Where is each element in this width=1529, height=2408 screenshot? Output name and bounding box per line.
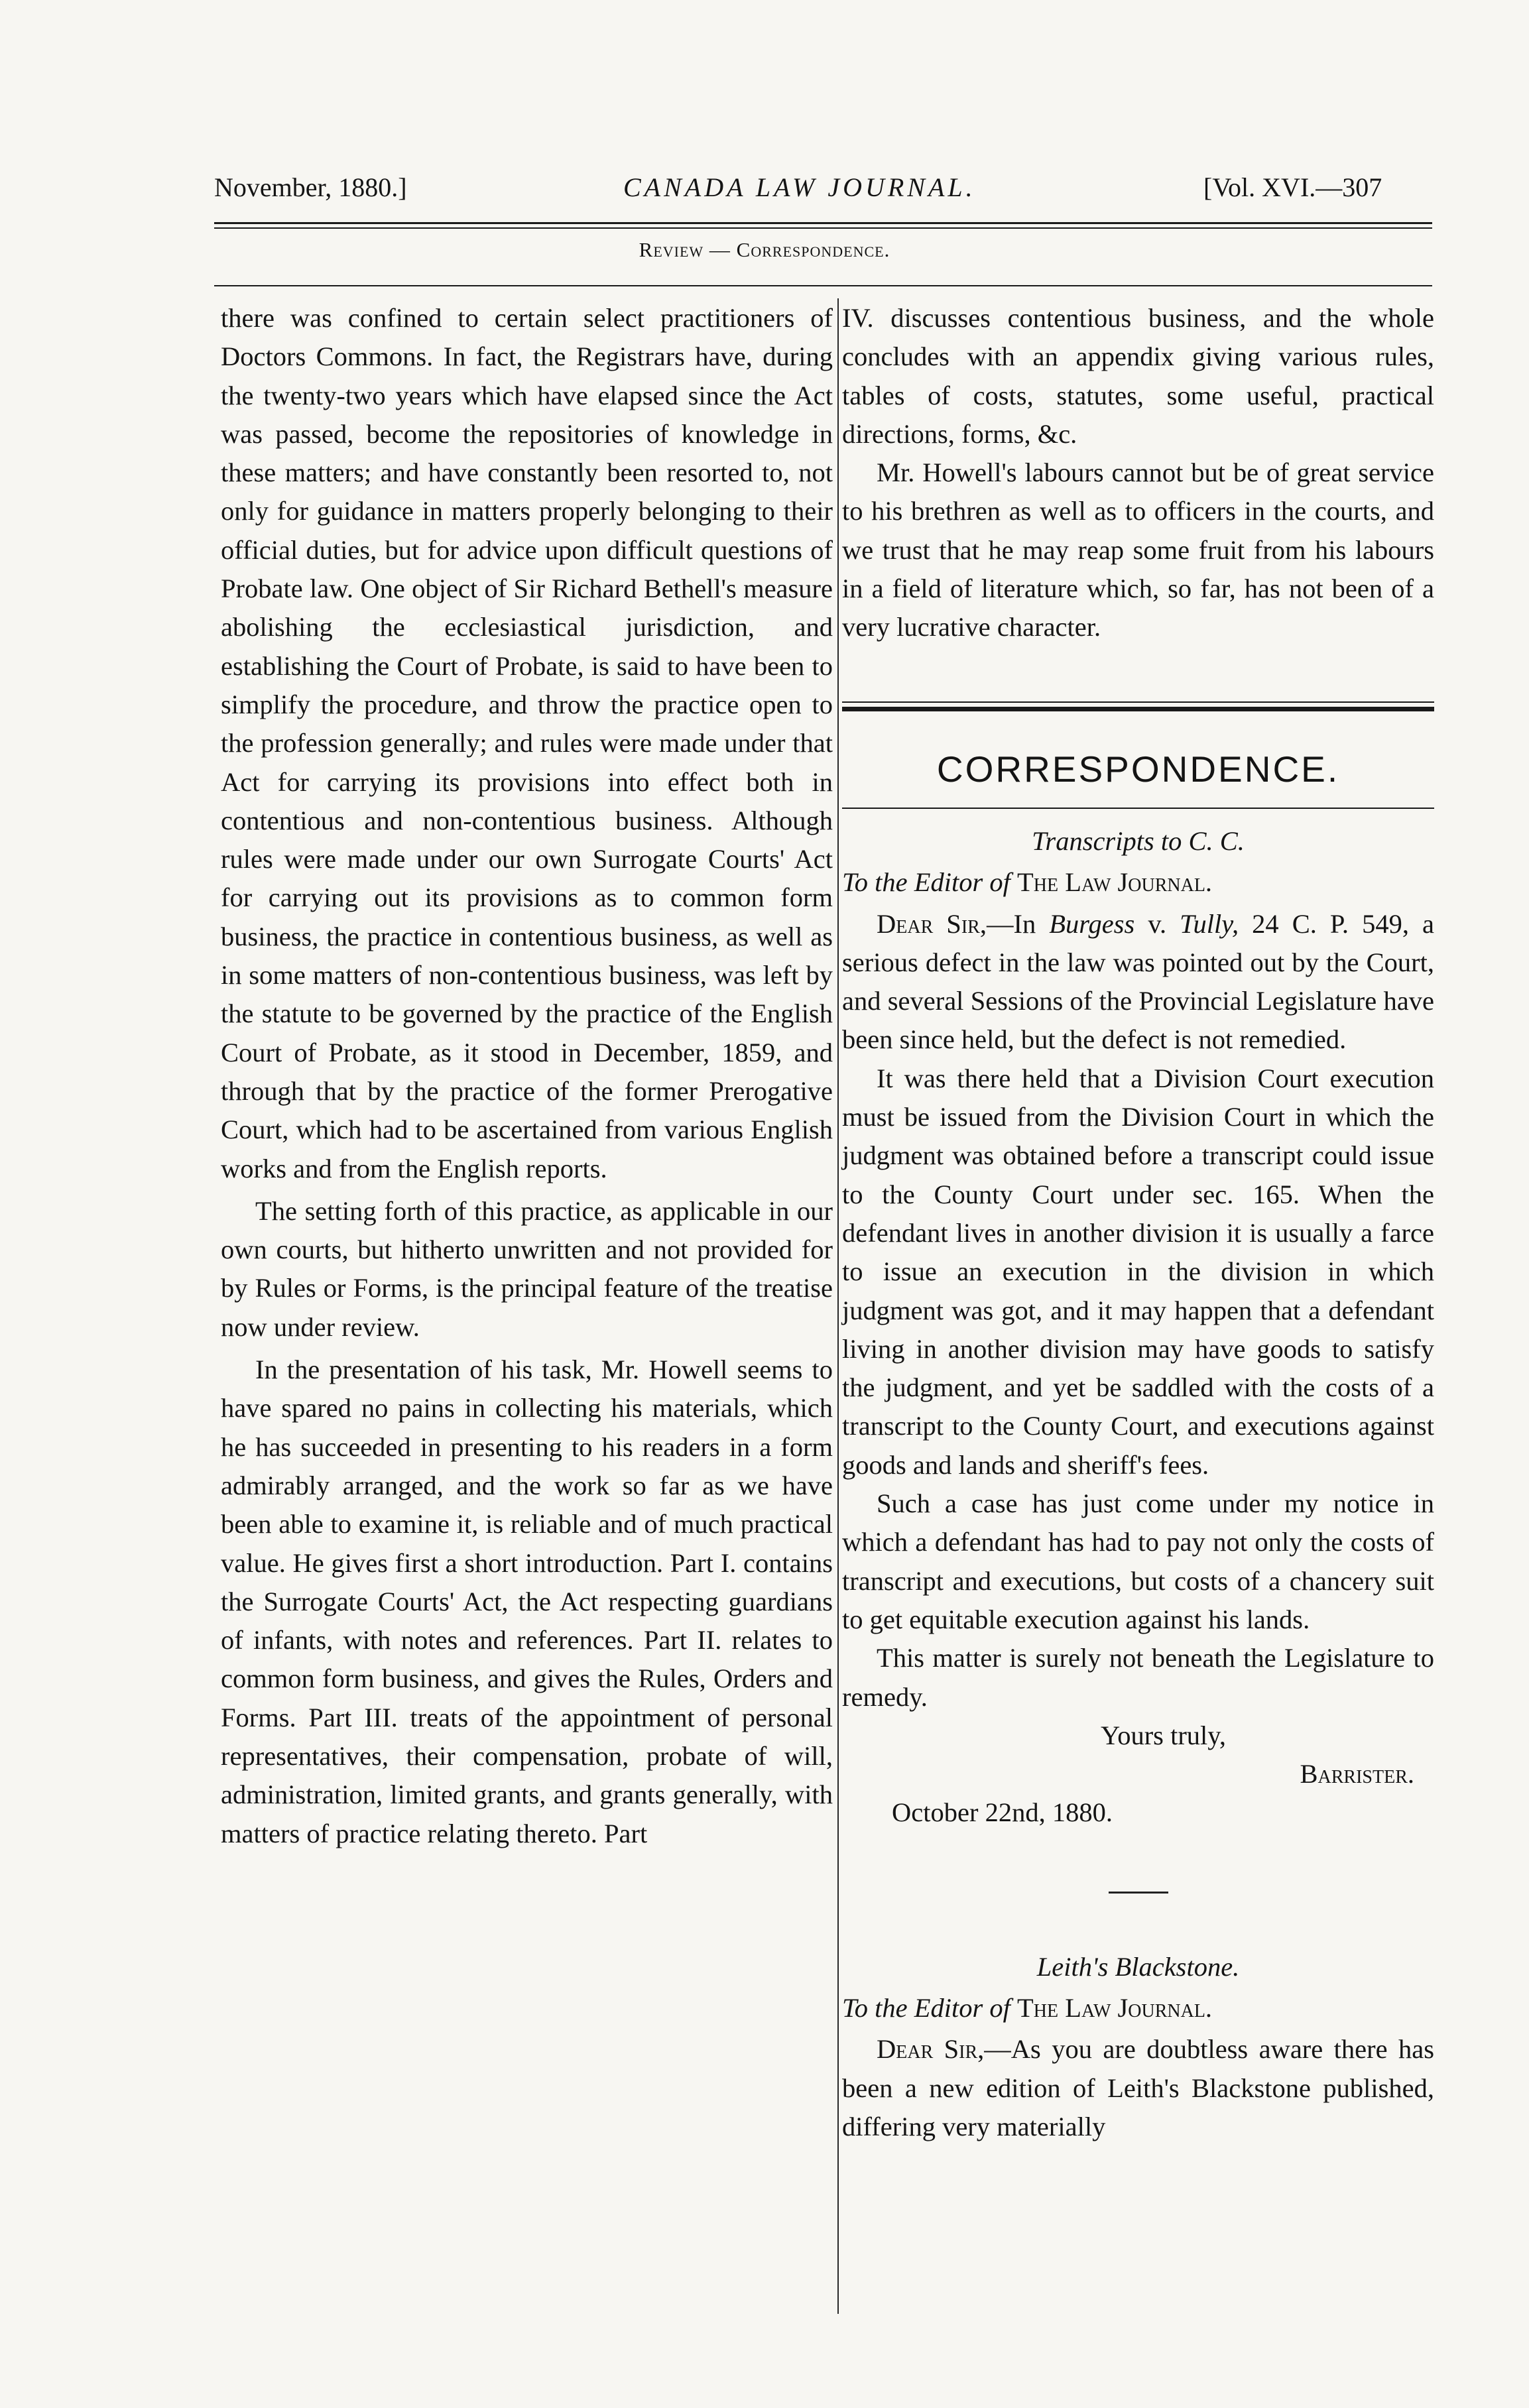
letter1-paragraph-4: This matter is surely not beneath the Legislature to remedy. [842,1643,1434,1712]
letter2-to-journal: The Law Journal. [1017,1993,1213,2023]
letter1-case-name: Burgess [1049,908,1135,939]
header-rule-bottom [214,227,1432,229]
spacer [842,1909,1434,1948]
letter1-case-name-2: Tully, [1180,908,1239,939]
letter1-to-journal: The Law Journal. [1017,867,1213,898]
letter1-date: October 22nd, 1880. [892,1797,1113,1828]
letter1-paragraph-1 [842,905,1434,1059]
letter1-paragraph-3: Such a case has just come under my notice in which a defendant has had to pay not only the costs of transcript and executions, but costs of a chancery suit to get equitable execution against his lands. [842,1488,1434,1634]
left-column [221,299,833,1853]
left-paragraph-3: In the presentation of his task, Mr. Howell seems to have spared no pains in collecting his materials, which he has succeeded in presenting to his readers in a form admirably arranged, and the work so far as we have been able to examine it, is reliable and of much practical value. He gives first a short introduction. Part I. contains the Surrogate Courts' Act, the Act respecting guardians of infants, with notes and references. Part II. relates to common form business, and gives the Rules, Orders and Forms. Part III. treats of the appointment of personal representatives, their compensation, probate of will, administration, limited grants, and grants generally, with matters of practice relating thereto. Part [221,1354,833,1848]
letter1-signature: Barrister. [1300,1759,1414,1789]
right-paragraph-2: Mr. Howell's labours cannot but be of great service to his brethren as well as to officers in the courts, and we trust that he may reap some fruit from his labours in a field of literature which, so far, has not been of a very lucrative character. [842,457,1434,642]
section-title: Review — Correspondence. [639,238,890,261]
correspondence-rule-thick [842,707,1434,711]
letter2-salutation: Dear Sir, [877,2034,985,2065]
letter2-p1: —As you are doubtless aware there has been a new edition of Leith's Blackstone published, differing very materially [842,2034,1434,2141]
column-divider [837,298,839,2314]
correspondence-heading-rule [842,808,1434,809]
letter1-addressee [842,863,1434,902]
right-paragraph-1: IV. discusses contentious business, and the whole concludes with an appendix giving various rules, tables of costs, statutes, some useful, practical directions, forms, &c. [842,303,1434,449]
volume-page-number: [Vol. XVI.—307 [1203,172,1382,202]
spacer [842,1833,1434,1871]
right-column-review [842,299,1434,647]
correspondence-heading: CORRESPONDENCE. [936,749,1340,790]
correspondence-section [842,822,1434,2146]
letter1-paragraph-2: It was there held that a Division Court execution must be issued from the Division Court in which the judgment was obtained before a transcript could issue to the County Court under sec. 165. When the defendant lives in another division it is usually a farce to issue an execution in the division in which judgment was got, and it may happen that a defendant living in another division may have goods to satisfy the judgment, and yet be saddled with the costs of a transcript to the County Court, and executions against goods and lands and sheriff's fees. [842,1063,1434,1480]
letter-separator [842,1871,1434,1909]
left-paragraph-1: there was confined to certain select practitioners of Doctors Commons. In fact, the Registrars have, during the twenty-two years which have elapsed since the Act was passed, become the repositories of knowledge in these matters; and have constantly been resorted to, not only for guidance in matters properly belonging to their official duties, but for advice upon difficult questions of Probate law. One object of Sir Richard Bethell's measure abolishing the ecclesiastical jurisdiction, and establishing the Court of Probate, is said to have been to simplify the procedure, and throw the practice open to the profession generally; and rules were made under that Act for carrying its provisions into effect both in contentious and non-contentious business. Although rules were made under our own Surrogate Courts' Act for carrying out its provisions as to common form business, the practice in contentious business, as well as in some matters of non-contentious business, was left by the statute to be governed by the practice of the English Court of Probate, as it stood in December, 1859, and through that by the practice of the former Prerogative Court, which had to be ascertained from various English works and from the English reports. [221,303,833,1183]
left-paragraph-2: The setting forth of this practice, as applicable in our own courts, but hitherto unwritten and not provided for by Rules or Forms, is the principal feature of the treatise now under review. [221,1195,833,1342]
letter2-title: Leith's Blackstone. [1036,1951,1240,1982]
header-rule-top [214,222,1432,224]
letter1-p1-a: —In [986,908,1036,939]
letter1-salutation: Dear Sir, [877,908,987,939]
section-rule [214,285,1432,286]
letter2-paragraph-1 [842,2030,1434,2146]
letter1-title: Transcripts to C. C. [1032,826,1245,856]
correspondence-rule-thin [842,701,1434,703]
letter2-addressee [842,1989,1434,2027]
header-date: November, 1880.] [214,172,407,202]
letter1-to-prefix: To the Editor of [842,867,1010,898]
letter1-closing: Yours truly, [1101,1720,1227,1750]
letter1-p1-b: 24 C. P. 549, a serious defect in the law was pointed out by the Court, and several Sessions of the Provincial Legislature have been since held, but the defect is not remedied. [842,908,1435,1055]
journal-title: CANADA LAW JOURNAL. [623,172,976,202]
letter2-to-prefix: To the Editor of [842,1993,1010,2023]
letter1-versus: v. [1148,908,1167,939]
